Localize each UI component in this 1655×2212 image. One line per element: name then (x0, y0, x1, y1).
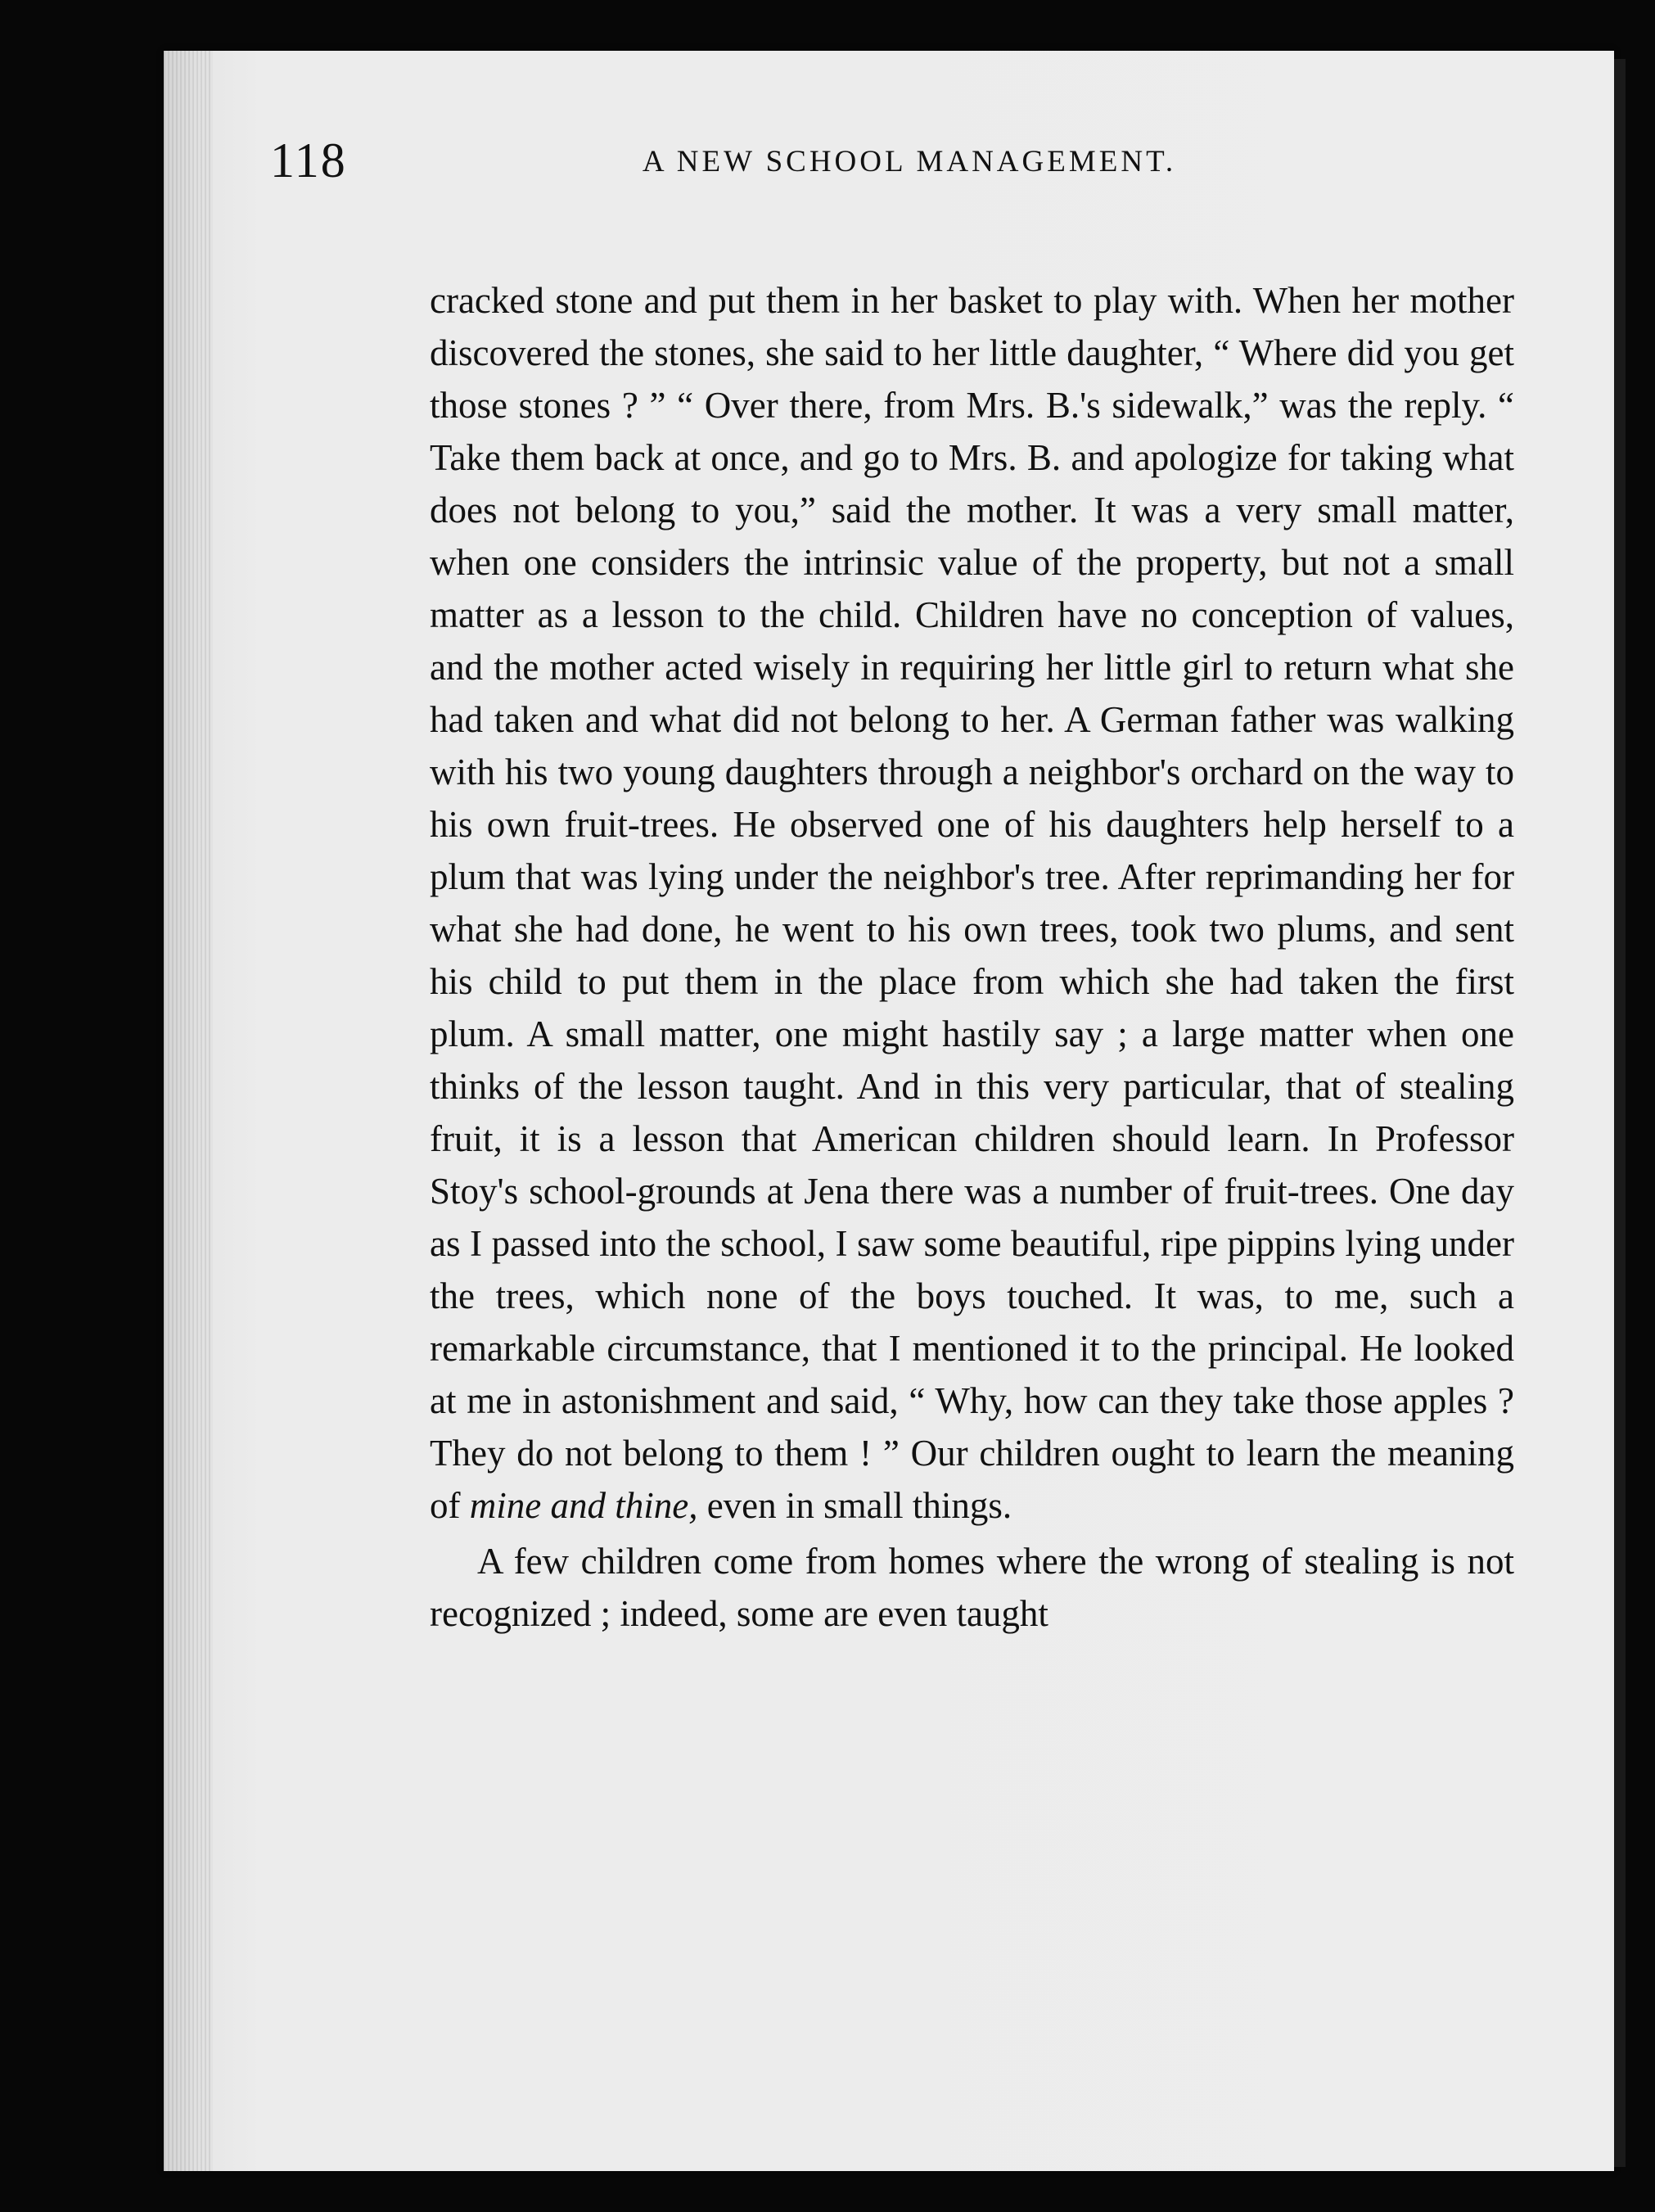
body-text (430, 274, 1514, 1640)
paragraph-1-text: cracked stone and put them in her basket to play with. When her mother discovered the stones, she said to her little daughter, “ Where did you get those stones ? ” “ Over there, from Mrs. B.'s sidewalk,” was the reply. “ Take them back at once, and go to Mrs. B. and apologize for taking what does not belong to you,” said the mother. It was a very small matter, when one considers the intrinsic value of the property, but not a small matter as a lesson to the child. Children have no conception of values, and the mother acted wisely in requiring her little girl to return what she had taken and what did not belong to her. A German father was walking with his two young daughters through a neighbor's orchard on the way to his own fruit-trees. He observed one of his daughters help herself to a plum that was lying under the neighbor's tree. After reprimanding her for what she had done, he went to his own trees, took two plums, and sent his child to put them in the place from which she had taken the first plum. A small matter, one might hastily say ; a large matter when one thinks of the lesson taught. And in this very particular, that of stealing fruit, it is a lesson that American children should learn. In Professor Stoy's school-grounds at Jena there was a number of fruit-trees. One day as I passed into the school, I saw some beautiful, ripe pippins lying under the trees, which none of the boys touched. It was, to me, such a remarkable circumstance, that I mentioned it to the principal. He looked at me in astonishment and said, “ Why, how can they take those apples ? They do not belong to them ! ” Our children ought to learn the meaning of (430, 280, 1514, 1526)
paragraph-1-ending: even in small things. (697, 1485, 1012, 1526)
page-gutter (164, 51, 213, 2171)
paragraph-1 (430, 274, 1514, 1532)
running-header (270, 133, 1549, 198)
page-edge (1614, 59, 1626, 2167)
paragraph-2: A few children come from homes where the wrong of stealing is not recognized ; indeed, some are even taught (430, 1541, 1514, 1634)
emphasis-mine-and-thine: mine and thine, (469, 1485, 698, 1526)
running-title: A NEW SCHOOL MANAGEMENT. (642, 145, 1177, 178)
page-number: 118 (270, 133, 347, 187)
